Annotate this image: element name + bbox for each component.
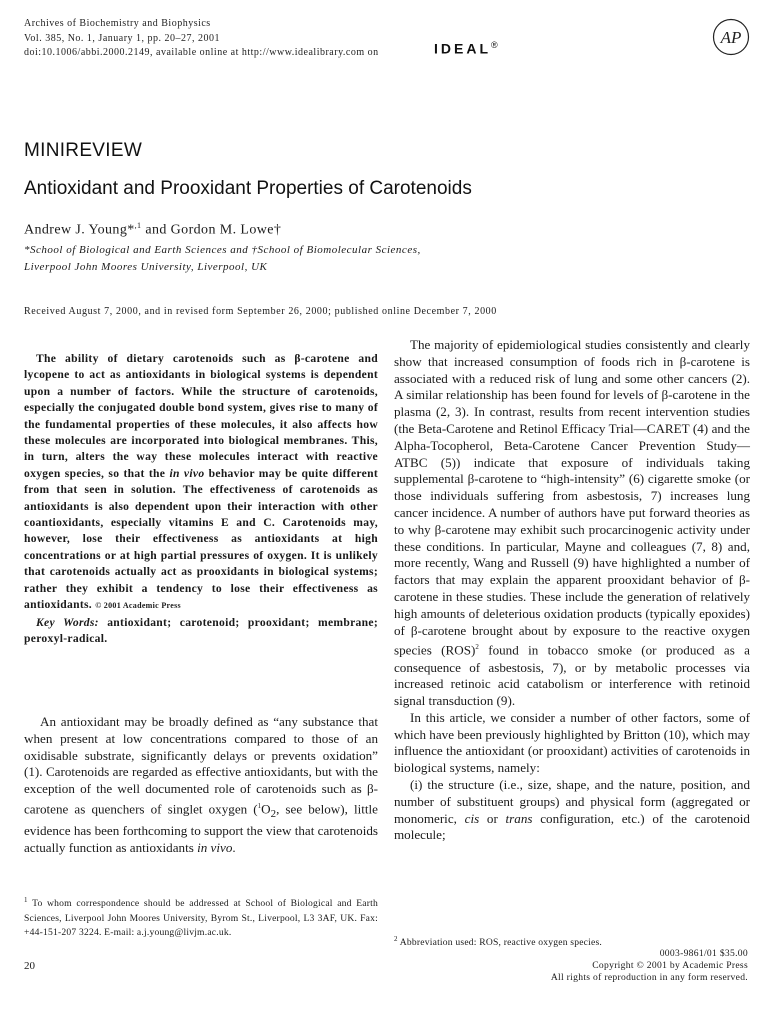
keywords: Key Words: antioxidant; carotenoid; prooxidant; membrane; peroxyl-radical. — [24, 615, 378, 645]
received-dates: Received August 7, 2000, and in revised form September 26, 2000; published online December 7, 2000 — [24, 306, 497, 317]
ap-logo-icon — [712, 18, 750, 56]
paragraph-epidemiology: The majority of epidemiological studies consistently and clearly show that increased consumption of foods rich in β-carotene is associated with a reduced risk of lung and some other cancers (2). A similar relationship has been found for levels of β-carotene in the plasma (2, 3). In contrast, results from recent intervention studies (the Beta-Carotene and Retinol Efficacy Trial—CARET (4) and the Alpha-Tocopherol, Beta-Carotene Cancer Prevention Study—ATBC (5)) indicate that exposure of individuals taking supplemental β-carotene to “high-intensity” (6) cigarette smoke (or those individuals suffering from asbestosis, 7) increases lung cancer incidence. A number of authors have put forward theories as to why β-carotene may exhibit such procarcinogenic activity under these conditions. In particular, Mayne and colleagues (7, 8) and, more recently, Wang and Russell (9) have highlighted a number of factors that may explain the apparent prooxidant behavior of β-carotene in these studies. These include the generation of relatively high amounts of deleterious oxidation products (typically epoxides) of β-carotene brought about by exposure to the reactive oxygen species (ROS)$^2$ found in tobacco smoke (or produced as a consequence of asbestosis, 7), or by metabolic processes via increased retinoic acid catabolism or interference with retinoid signal transduction (9). — [394, 337, 750, 709]
journal-name: Archives of Biochemistry and Biophysics — [24, 18, 211, 29]
page-number: 20 — [24, 960, 35, 972]
affiliation-line-2: Liverpool John Moores University, Liverpool, UK — [24, 261, 268, 273]
affiliation-line-1: *School of Biological and Earth Sciences and †School of Biomolecular Sciences, — [24, 244, 421, 256]
authors: Andrew J. Young*$^{,1}$ and Gordon M. Lowe† — [24, 221, 282, 238]
article-title: Antioxidant and Prooxidant Properties of Carotenoids — [24, 178, 472, 199]
section-label: MINIREVIEW — [24, 140, 143, 161]
copyright-block — [551, 948, 748, 984]
affiliation — [24, 242, 421, 276]
copyright-line: Copyright © 2001 by Academic Press — [592, 960, 748, 971]
ap-logo-text: AP — [720, 28, 742, 47]
paragraph-structure: (i) the structure (i.e., size, shape, and the nature, position, and number of substituent groups) and physical form (aggregated or monomeric, cis or trans configuration, etc.) of the carotenoid molecule; — [394, 777, 750, 843]
intro-paragraph: An antioxidant may be broadly defined as “any substance that when present at low concentrations compared to those of an oxidisable substrate, significantly delays or prevents oxidation” (1). Carotenoids are regarded as effective antioxidants, but with the exception of the well documented role of carotenoids such as β-carotene as quenchers of singlet oxygen ($^1O_2$, see below), little evidence has been forthcoming to support the view that carotenoids actually function as antioxidants in vivo. — [24, 714, 378, 855]
rights-line: All rights of reproduction in any form reserved. — [550, 972, 748, 983]
journal-doi: doi:10.1006/abbi.2000.2149, available online at http://www.idealibrary.com on — [24, 47, 379, 58]
abstract — [24, 351, 378, 647]
ideal-logo: IDEAL® — [434, 40, 498, 57]
footnote-correspondence: $^1$ To whom correspondence should be addressed at School of Biological and Earth Sciences, Liverpool John Moores University, Byrom St., Liverpool, L3 3AF, UK. Fax: +44-151-207 3224. E-mail: a.j.young@livjm.ac.uk. — [24, 896, 378, 938]
issn-price: 0003-9861/01 $35.00 — [659, 948, 748, 959]
paragraph-factors: In this article, we consider a number of other factors, some of which have been previously highlighted by Britton (10), which may influence the antioxidant (or prooxidant) activities of carotenoids in biological systems, namely: — [394, 709, 750, 776]
right-column-body — [394, 337, 750, 844]
journal-header — [24, 17, 379, 61]
abstract-text: The ability of dietary carotenoids such as β-carotene and lycopene to act as antioxidants in biological systems is dependent upon a number of factors. While the structure of carotenoids, especially the conjugated double bond system, gives rise to many of the fundamental properties of these molecules, it also affects how these molecules are incorporated into biological membranes. This, in turn, alters the way these molecules interact with reactive oxygen species, so that the in vivo behavior may be quite different from that seen in solution. The effectiveness of carotenoids as antioxidants is also dependent upon their interaction with other coantioxidants, especially vitamins E and C. Carotenoids may, however, lose their effectiveness as antioxidants at high concentrations or at high partial pressures of oxygen. It is unlikely that carotenoids actually act as prooxidants in biological systems; rather they exhibit a tendency to lose their effectiveness as antioxidants. © 2001 Academic Press — [24, 352, 378, 612]
abstract-copyright: © 2001 Academic Press — [95, 601, 181, 611]
footnote-abbreviation: $^2$ Abbreviation used: ROS, reactive oxygen species. — [394, 935, 602, 949]
journal-volume: Vol. 385, No. 1, January 1, pp. 20–27, 2001 — [24, 32, 221, 44]
